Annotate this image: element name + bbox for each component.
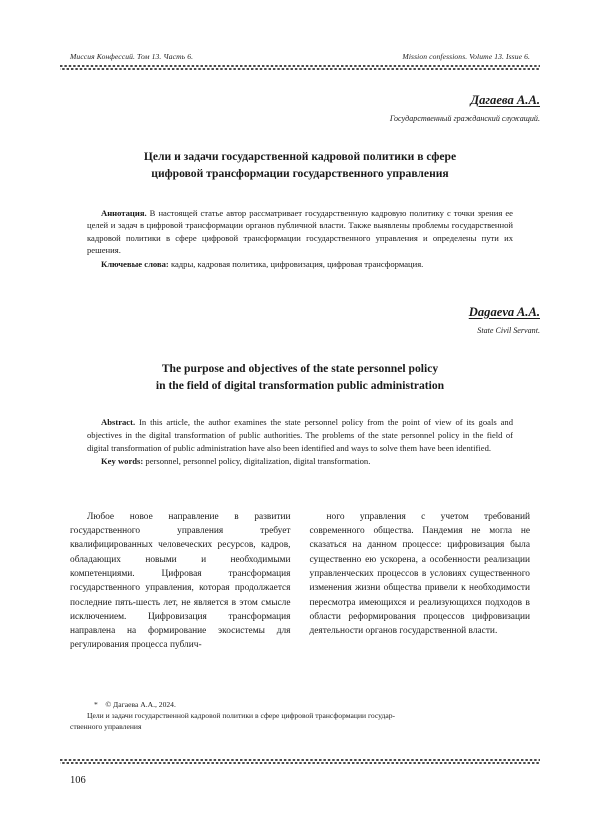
keywords-russian-text: кадры, кадровая политика, цифровизация, цифровая трансформация. bbox=[168, 259, 424, 270]
keywords-russian-label: Ключевые слова: bbox=[101, 259, 169, 270]
decorative-rule-top bbox=[60, 64, 540, 71]
abstract-russian-text: В настоящей статье автор рассматривает государственную кадровую политику с точки зрения ее целей и задач в цифровой трансформации органов публичной власти. Также выявлены проблемы государственной кадровой политики в сфере цифровой трансформации государственного управления и определены пути их решения. bbox=[87, 207, 513, 256]
author-block-russian bbox=[60, 93, 540, 123]
body-columns bbox=[60, 510, 540, 653]
footnote bbox=[70, 700, 530, 732]
body-paragraph-right: ного управления с учетом требований современного общества. Пандемия не могла не сказаться на данном процессе: цифровизация была существенно ею ускорена, а особенности реализации управленческих процессов в условиях существенного изменения жизни общества привели к необходимости пересмотра имеющихся и реализующихся подходов в области реформирования процессов цифровизации деятельности органов государственной власти. bbox=[309, 511, 530, 637]
abstract-russian-paragraph bbox=[87, 207, 513, 258]
article-title-russian-line-1: Цели и задачи государственной кадровой политики в сфере bbox=[143, 150, 457, 163]
author-name-russian: Дагаева А.А. bbox=[470, 93, 540, 107]
author-affiliation-russian: Государственный гражданский служащий. bbox=[389, 114, 540, 123]
keywords-english-label: Key words: bbox=[101, 456, 144, 467]
keywords-english-paragraph bbox=[87, 455, 513, 468]
footnote-line-2: Цели и задачи государственной кадровой политики в сфере цифровой трансформации государ- bbox=[87, 710, 396, 720]
footnote-line-3: ственного управления bbox=[70, 721, 142, 731]
abstract-english-label: Abstract. bbox=[101, 417, 136, 428]
keywords-english-text: personnel, personnel policy, digitalization, digital transformation. bbox=[143, 456, 371, 467]
running-head-right: Mission confessions. Volume 13. Issue 6. bbox=[402, 52, 530, 61]
article-title-russian-line-2: цифровой трансформации государственного управления bbox=[151, 166, 449, 180]
running-head-left: Миссия Конфессий. Том 13. Часть 6. bbox=[70, 52, 194, 61]
abstract-english bbox=[60, 416, 540, 468]
author-block-english bbox=[60, 305, 540, 335]
decorative-rule-bottom bbox=[60, 758, 540, 765]
author-name-english: Dagaeva A.A. bbox=[468, 304, 540, 319]
page-number: 106 bbox=[70, 775, 86, 786]
article-title-english-line-2: in the field of digital transformation public administration bbox=[155, 378, 445, 392]
abstract-russian-label: Аннотация. bbox=[101, 207, 147, 218]
footnote-marker: * bbox=[94, 700, 98, 709]
footnote-line-1 bbox=[70, 700, 530, 711]
body-column-right bbox=[310, 510, 531, 653]
article-title-english-line-1: The purpose and objectives of the state personnel policy bbox=[161, 361, 439, 375]
abstract-english-text: In this article, the author examines the state personnel policy from the point of view of its goals and objectives in the digital transformation of public authorities. The problems of the state personnel policy in the field of digital transformation of public administration have also been identified and ways to solve them have been identified. bbox=[87, 417, 513, 453]
author-affiliation-english: State Civil Servant. bbox=[477, 325, 540, 335]
body-paragraph-left: Любое новое направление в развитии государственного управления требует квалифицированных человеческих ресурсов, кадров, обладающих новыми и необходимыми компетенциями. Цифровая трансформация государственного управления, которая продолжается последние пять-шесть лет, не является в этом смысле исключением. Цифровизация трансформация направлена на формирование экосистемы для регулирования процесса публич- bbox=[70, 511, 291, 651]
body-column-left bbox=[70, 510, 291, 653]
keywords-russian-paragraph bbox=[87, 258, 513, 271]
abstract-english-paragraph bbox=[87, 416, 513, 454]
article-title-english bbox=[60, 361, 540, 395]
article-title-russian bbox=[60, 149, 540, 183]
running-head bbox=[60, 52, 540, 61]
footnote-copyright: © Дагаева А.А., 2024. bbox=[105, 700, 176, 709]
abstract-russian bbox=[60, 207, 540, 271]
